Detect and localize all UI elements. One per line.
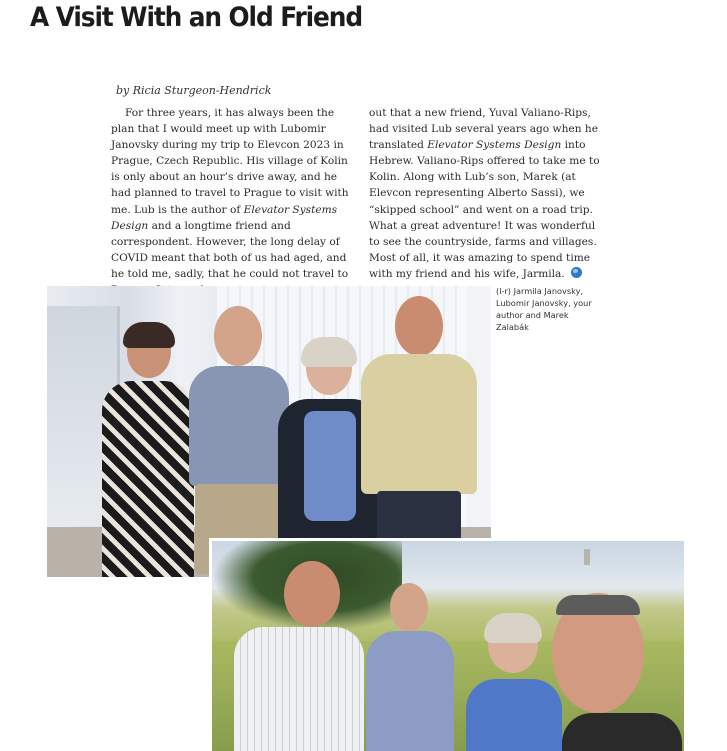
person-yuval-outdoor bbox=[552, 593, 682, 751]
globe-icon bbox=[571, 267, 582, 278]
paragraph-text: into Hebrew. Valiano-Rips offered to take me to Kolin. Along with Lub’s son, Marek (at Elevcon representing Alberto Sassi), we “skipped school” and went on a road trip. What a great adventure! It was wonderful to see the countryside, farms and villages. Most of all, it was amazing to spend time with my friend and his wife, Jarmila. bbox=[369, 139, 600, 280]
article-column-left bbox=[111, 105, 349, 298]
person-lubomir-outdoor bbox=[362, 583, 457, 751]
article-column-right bbox=[369, 105, 605, 282]
paragraph bbox=[111, 105, 349, 298]
person-marek bbox=[347, 296, 487, 577]
paragraph bbox=[369, 105, 605, 282]
book-title: Elevator Systems Design bbox=[427, 139, 562, 152]
person-author-outdoor bbox=[464, 617, 564, 751]
photo-indoor-group bbox=[47, 286, 491, 577]
photo-caption: (l-r) Jarmila Janovsky, Lubomir Janovsky, your author and Marek Zalabák bbox=[496, 286, 592, 332]
paragraph-text: For three years, it has always been the plan that I would meet up with Lubomir Janovsky during my trip to Elevcon 2023 in Prague, Czech Republic. His village of Kolin is only about an hour’s drive away, and he had planned to travel to Prague to visit with me. Lub is the author of bbox=[111, 107, 349, 216]
book-title: Elevator Systems Design bbox=[111, 203, 338, 232]
byline: by Ricia Sturgeon-Hendrick bbox=[116, 84, 272, 97]
paragraph-text: out that a new friend, Yuval Valiano-Rips, had visited Lub several years ago when he translated bbox=[369, 107, 598, 152]
person-marek-outdoor bbox=[224, 561, 364, 751]
article-title: A Visit With an Old Friend bbox=[30, 2, 363, 33]
paragraph-text: and a longtime friend and correspondent. However, the long delay of COVID meant that both of us had aged, and he told me, sadly, that he could not travel to bbox=[111, 219, 349, 280]
tower bbox=[584, 549, 590, 565]
photo-outdoor-selfie bbox=[209, 538, 684, 751]
